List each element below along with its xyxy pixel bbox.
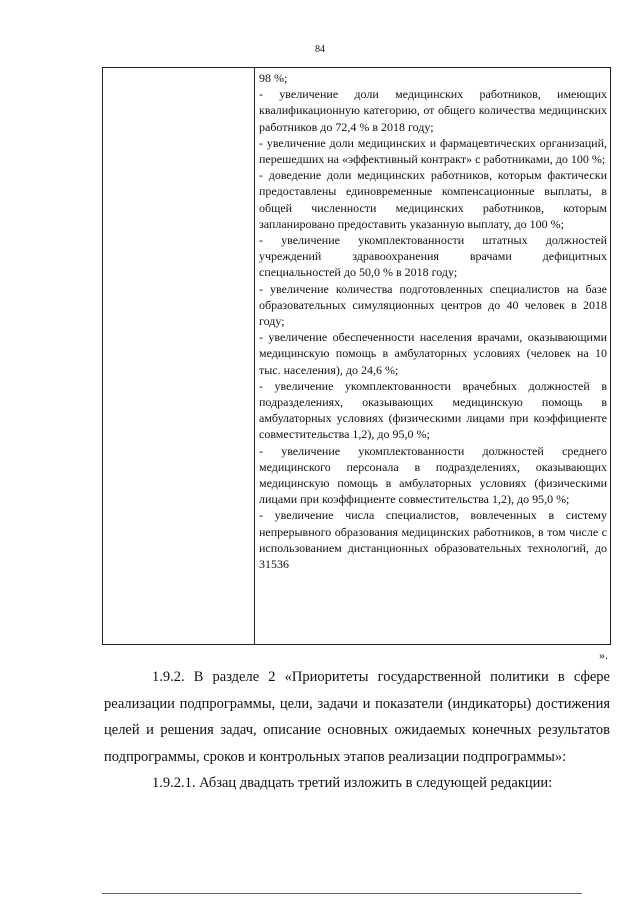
table-column-divider <box>254 68 255 644</box>
indicator-item: - увеличение укомплектованности должностей среднего медицинского персонала в подразделениях, оказывающих медицинскую помощь в амбулаторных условиях (физическими лицами при коэффициенте совместительства 1,2), до 95,0 %; <box>259 443 607 507</box>
indicator-item: - увеличение доли медицинских работников, имеющих квалификационную категорию, от общего количества медицинских работников до 72,4 % в 2018 году; <box>259 87 607 134</box>
indicator-item: - доведение доли медицинских работников, которым фактически предоставлены единовременные компенсационные выплаты, в общей численности медицинских работников, которым запланировано предоставить указанную выплату, до 100 %; <box>259 168 607 231</box>
paragraph-abzats: 1.9.2.1. Абзац двадцать третий изложить в следующей редакции: <box>152 775 553 791</box>
indicator-item: - увеличение укомплектованности врачебных должностей в подразделениях, оказывающих медицинскую помощь в амбулаторных условиях (физическими лицами при коэффициенте совместительства 1,2), до 95,0 %; <box>259 378 607 442</box>
indicator-item: - увеличение числа специалистов, вовлеченных в систему непрерывного образования медицинских работников, в том числе с использованием дистанционных образовательных технологий, до 31536 <box>259 508 607 572</box>
footer-rule <box>102 893 582 894</box>
indicator-item: - увеличение обеспеченности населения врачами, оказывающими медицинскую помощь в амбулаторных условиях (человек на 10 тыс. населения), до 24,6 %; <box>259 330 607 377</box>
table-cell-indicators <box>259 70 607 572</box>
document-body <box>104 664 610 797</box>
indicator-item: 98 %; <box>259 71 288 85</box>
indicator-item: - увеличение доли медицинских и фармацевтических организаций, перешедших на «эффективный контракт» с работниками, до 100 %; <box>259 135 607 167</box>
indicator-item: - увеличение укомплектованности штатных должностей учреждений здравоохранения врачами дефицитных специальностей до 50,0 % в 2018 году; <box>259 233 607 280</box>
paragraph-section-2: 1.9.2. В разделе 2 «Приоритеты государственной политики в сфере реализации подпрограммы, цели, задачи и показатели (индикаторы) достижения целей и решения задач, описание основных ожидаемых конечных результатов подпрограммы, сроков и контрольных этапов реализации подпрограммы»: <box>104 669 610 765</box>
closing-quote: ». <box>599 648 608 662</box>
page-number: 84 <box>315 44 325 55</box>
indicator-item: - увеличение количества подготовленных специалистов на базе образовательных симуляционных центров до 40 человек в 2018 году; <box>259 281 607 329</box>
